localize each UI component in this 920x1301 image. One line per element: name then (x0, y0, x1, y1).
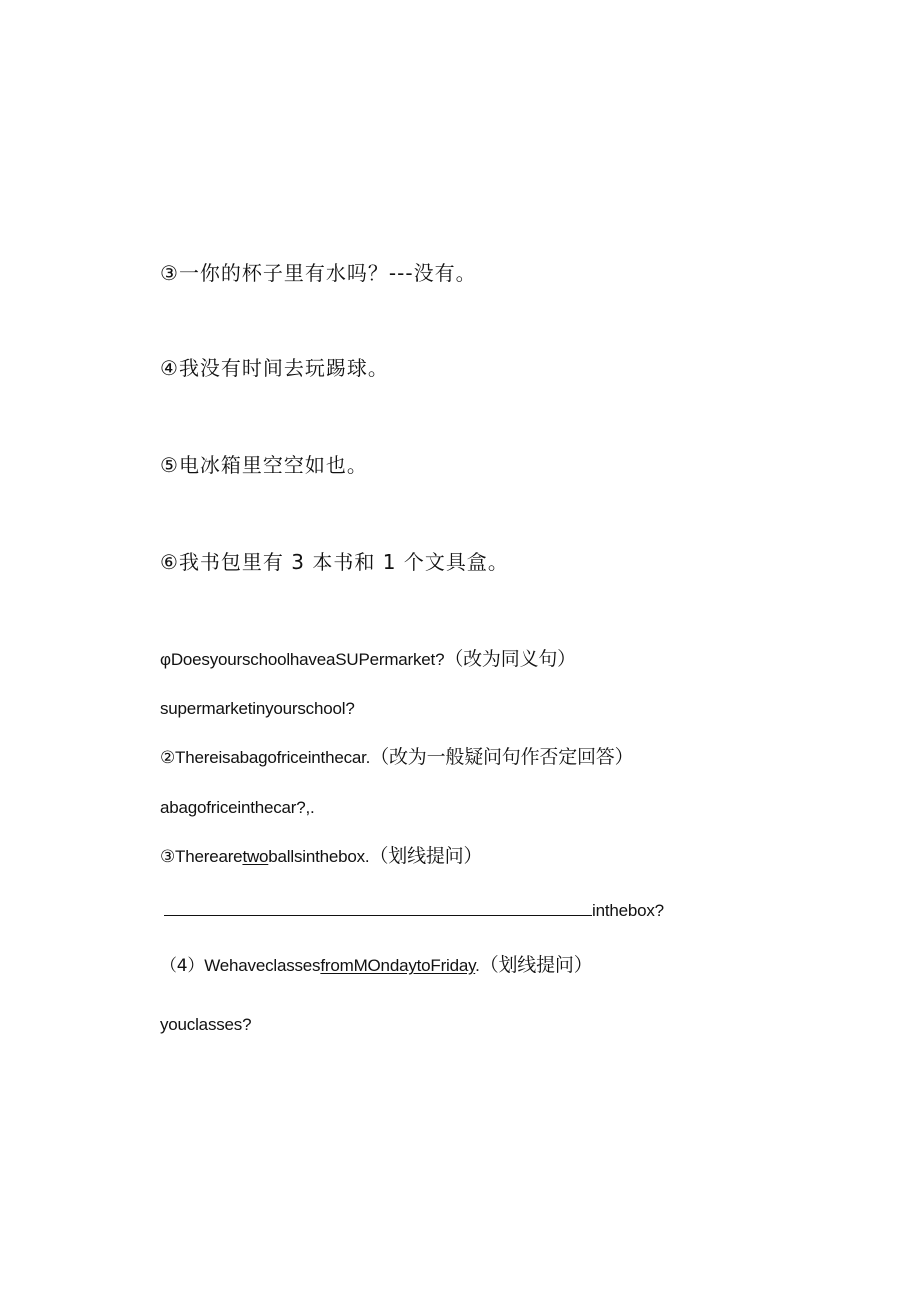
exercise-sentence-before: Thereare (175, 847, 243, 866)
item-text: 电冰箱里空空如也。 (178, 453, 368, 477)
exercise-2-question (160, 746, 633, 769)
exercise-2-answer-line (160, 798, 315, 818)
translation-item-6 (160, 550, 509, 574)
item-marker: ③ (160, 261, 179, 285)
underlined-word: two (242, 847, 269, 866)
item-marker: ④ (160, 356, 179, 380)
underlined-phrase: fromMOndaytoFriday (320, 956, 476, 975)
translation-item-3 (160, 261, 477, 285)
exercise-instruction: （改为一般疑问句作否定回答） (370, 746, 634, 768)
exercise-4-answer-line (160, 1015, 251, 1035)
exercise-sentence: DoesyourschoolhaveaSUPermarket? (170, 650, 445, 669)
exercise-1-question (160, 648, 576, 671)
exercise-sentence-after: ballsinthebox. (268, 847, 370, 866)
exercise-marker: φ (160, 650, 171, 669)
item-text: 我书包里有 3 本书和 1 个文具盒。 (178, 550, 509, 574)
exercise-instruction: （划线提问） (479, 954, 593, 976)
item-text: 一你的杯子里有水吗？---没有。 (178, 261, 477, 285)
answer-text: youclasses? (160, 1015, 252, 1034)
answer-text: supermarketinyourschool? (160, 699, 355, 718)
item-text: 我没有时间去玩踢球。 (178, 356, 389, 380)
exercise-3-answer-line (164, 901, 664, 921)
translation-item-4 (160, 356, 389, 380)
answer-blank[interactable] (164, 901, 592, 916)
exercise-instruction: （改为同义句） (444, 648, 576, 670)
exercise-3-question (160, 845, 482, 868)
exercise-marker: ② (160, 748, 176, 767)
exercise-marker: ③ (160, 847, 176, 866)
exercise-1-answer-line (160, 699, 355, 719)
exercise-4-question (160, 954, 593, 977)
exercise-sentence: Thereisabagofriceinthecar. (175, 748, 371, 767)
answer-suffix: inthebox? (592, 901, 664, 920)
item-marker: ⑤ (160, 453, 179, 477)
exercise-marker: （4） (160, 956, 205, 976)
translation-item-5 (160, 453, 368, 477)
exercise-sentence-before: Wehaveclasses (204, 956, 321, 975)
item-marker: ⑥ (160, 550, 179, 574)
exercise-instruction: （划线提问） (369, 845, 483, 867)
answer-text: abagofriceinthecar?,. (160, 798, 315, 817)
exercise-sentence-after: . (475, 956, 480, 975)
